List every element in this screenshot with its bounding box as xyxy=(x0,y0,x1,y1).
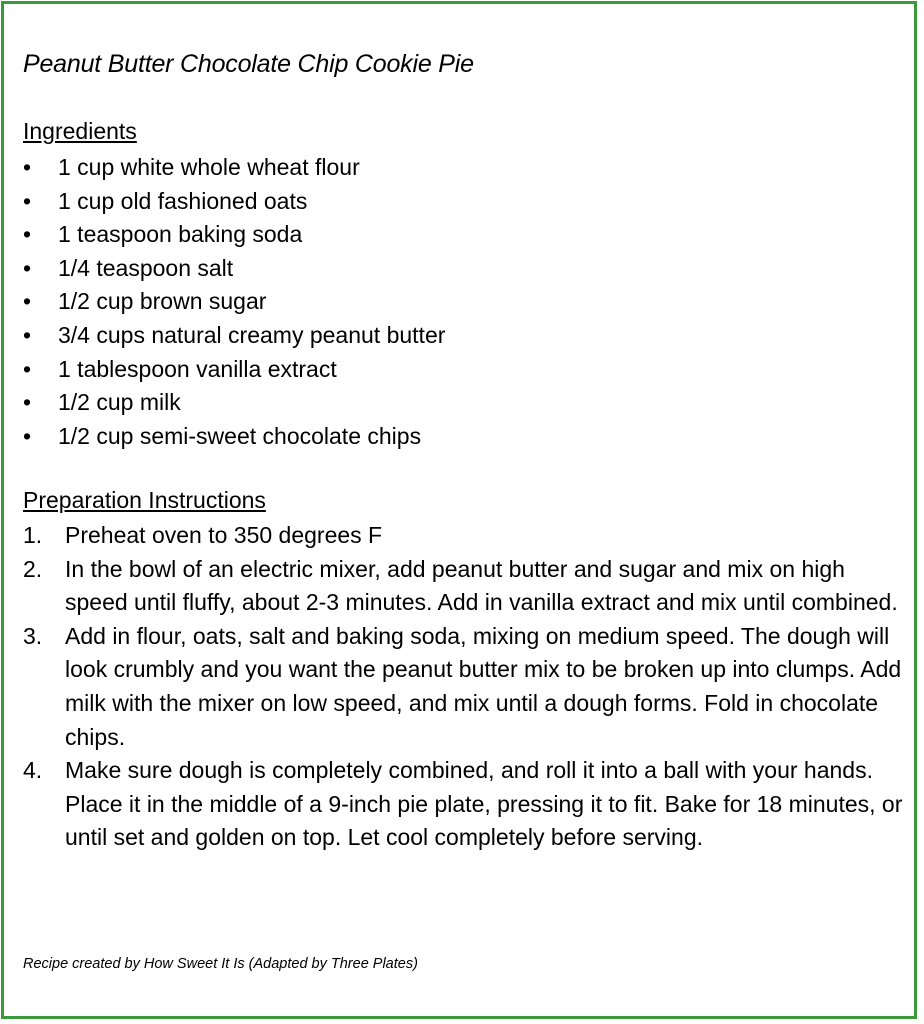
ingredient-text: 1/2 cup milk xyxy=(58,389,181,416)
step-item xyxy=(23,519,908,553)
ingredient-text: 1/2 cup semi-sweet chocolate chips xyxy=(58,422,422,449)
steps-list xyxy=(23,519,908,855)
step-number: 3. xyxy=(23,622,43,649)
bullet-icon: • xyxy=(23,389,32,416)
ingredient-item xyxy=(23,319,903,353)
ingredient-text: 3/4 cups natural creamy peanut butter xyxy=(58,321,446,348)
bullet-icon: • xyxy=(23,254,32,281)
recipe-card xyxy=(1,1,917,1019)
step-number: 1. xyxy=(23,522,43,548)
step-text: Add in flour, oats, salt and baking soda, mixing on medium speed. The dough will look crumbly and you want the peanut butter mix to be broken up into clumps. Add milk with the mixer on low speed, and mix until a dough forms. Fold in chocolate chips. xyxy=(65,622,902,750)
ingredient-item xyxy=(23,285,903,319)
preparation-heading: Preparation Instructions xyxy=(23,487,266,513)
step-item xyxy=(23,553,908,620)
ingredients-heading: Ingredients xyxy=(23,118,137,144)
ingredient-item xyxy=(23,353,903,387)
bullet-icon: • xyxy=(23,321,32,348)
bullet-icon: • xyxy=(23,422,32,449)
ingredient-item xyxy=(23,252,903,286)
ingredient-text: 1/4 teaspoon salt xyxy=(58,254,234,281)
ingredients-list xyxy=(23,151,903,453)
ingredient-item xyxy=(23,218,903,252)
ingredient-text: 1/2 cup brown sugar xyxy=(58,288,267,315)
step-text: Preheat oven to 350 degrees F xyxy=(65,522,383,548)
ingredient-text: 1 cup old fashioned oats xyxy=(58,187,308,214)
step-item xyxy=(23,754,908,855)
step-item xyxy=(23,620,908,754)
ingredient-text: 1 cup white whole wheat flour xyxy=(58,154,360,180)
ingredient-item xyxy=(23,386,903,420)
bullet-icon: • xyxy=(23,288,32,315)
recipe-credit: Recipe created by How Sweet It Is (Adapted by Three Plates) xyxy=(23,956,418,972)
step-number: 2. xyxy=(23,555,43,582)
recipe-title: Peanut Butter Chocolate Chip Cookie Pie xyxy=(23,50,474,78)
step-number: 4. xyxy=(23,757,43,784)
ingredient-text: 1 teaspoon baking soda xyxy=(58,221,303,248)
ingredient-item xyxy=(23,151,903,185)
ingredient-item xyxy=(23,420,903,454)
bullet-icon: • xyxy=(23,355,32,382)
bullet-icon: • xyxy=(23,221,32,248)
ingredient-text: 1 tablespoon vanilla extract xyxy=(58,355,337,382)
bullet-icon: • xyxy=(23,154,32,180)
step-text: Make sure dough is completely combined, and roll it into a ball with your hands. Place it in the middle of a 9-inch pie plate, pressing it to fit. Bake for 18 minutes, or until set and golden on top. Let cool completely before serving. xyxy=(65,757,903,851)
step-text: In the bowl of an electric mixer, add peanut butter and sugar and mix on high speed until fluffy, about 2-3 minutes. Add in vanilla extract and mix until combined. xyxy=(65,555,898,616)
ingredient-item xyxy=(23,185,903,219)
bullet-icon: • xyxy=(23,187,32,214)
